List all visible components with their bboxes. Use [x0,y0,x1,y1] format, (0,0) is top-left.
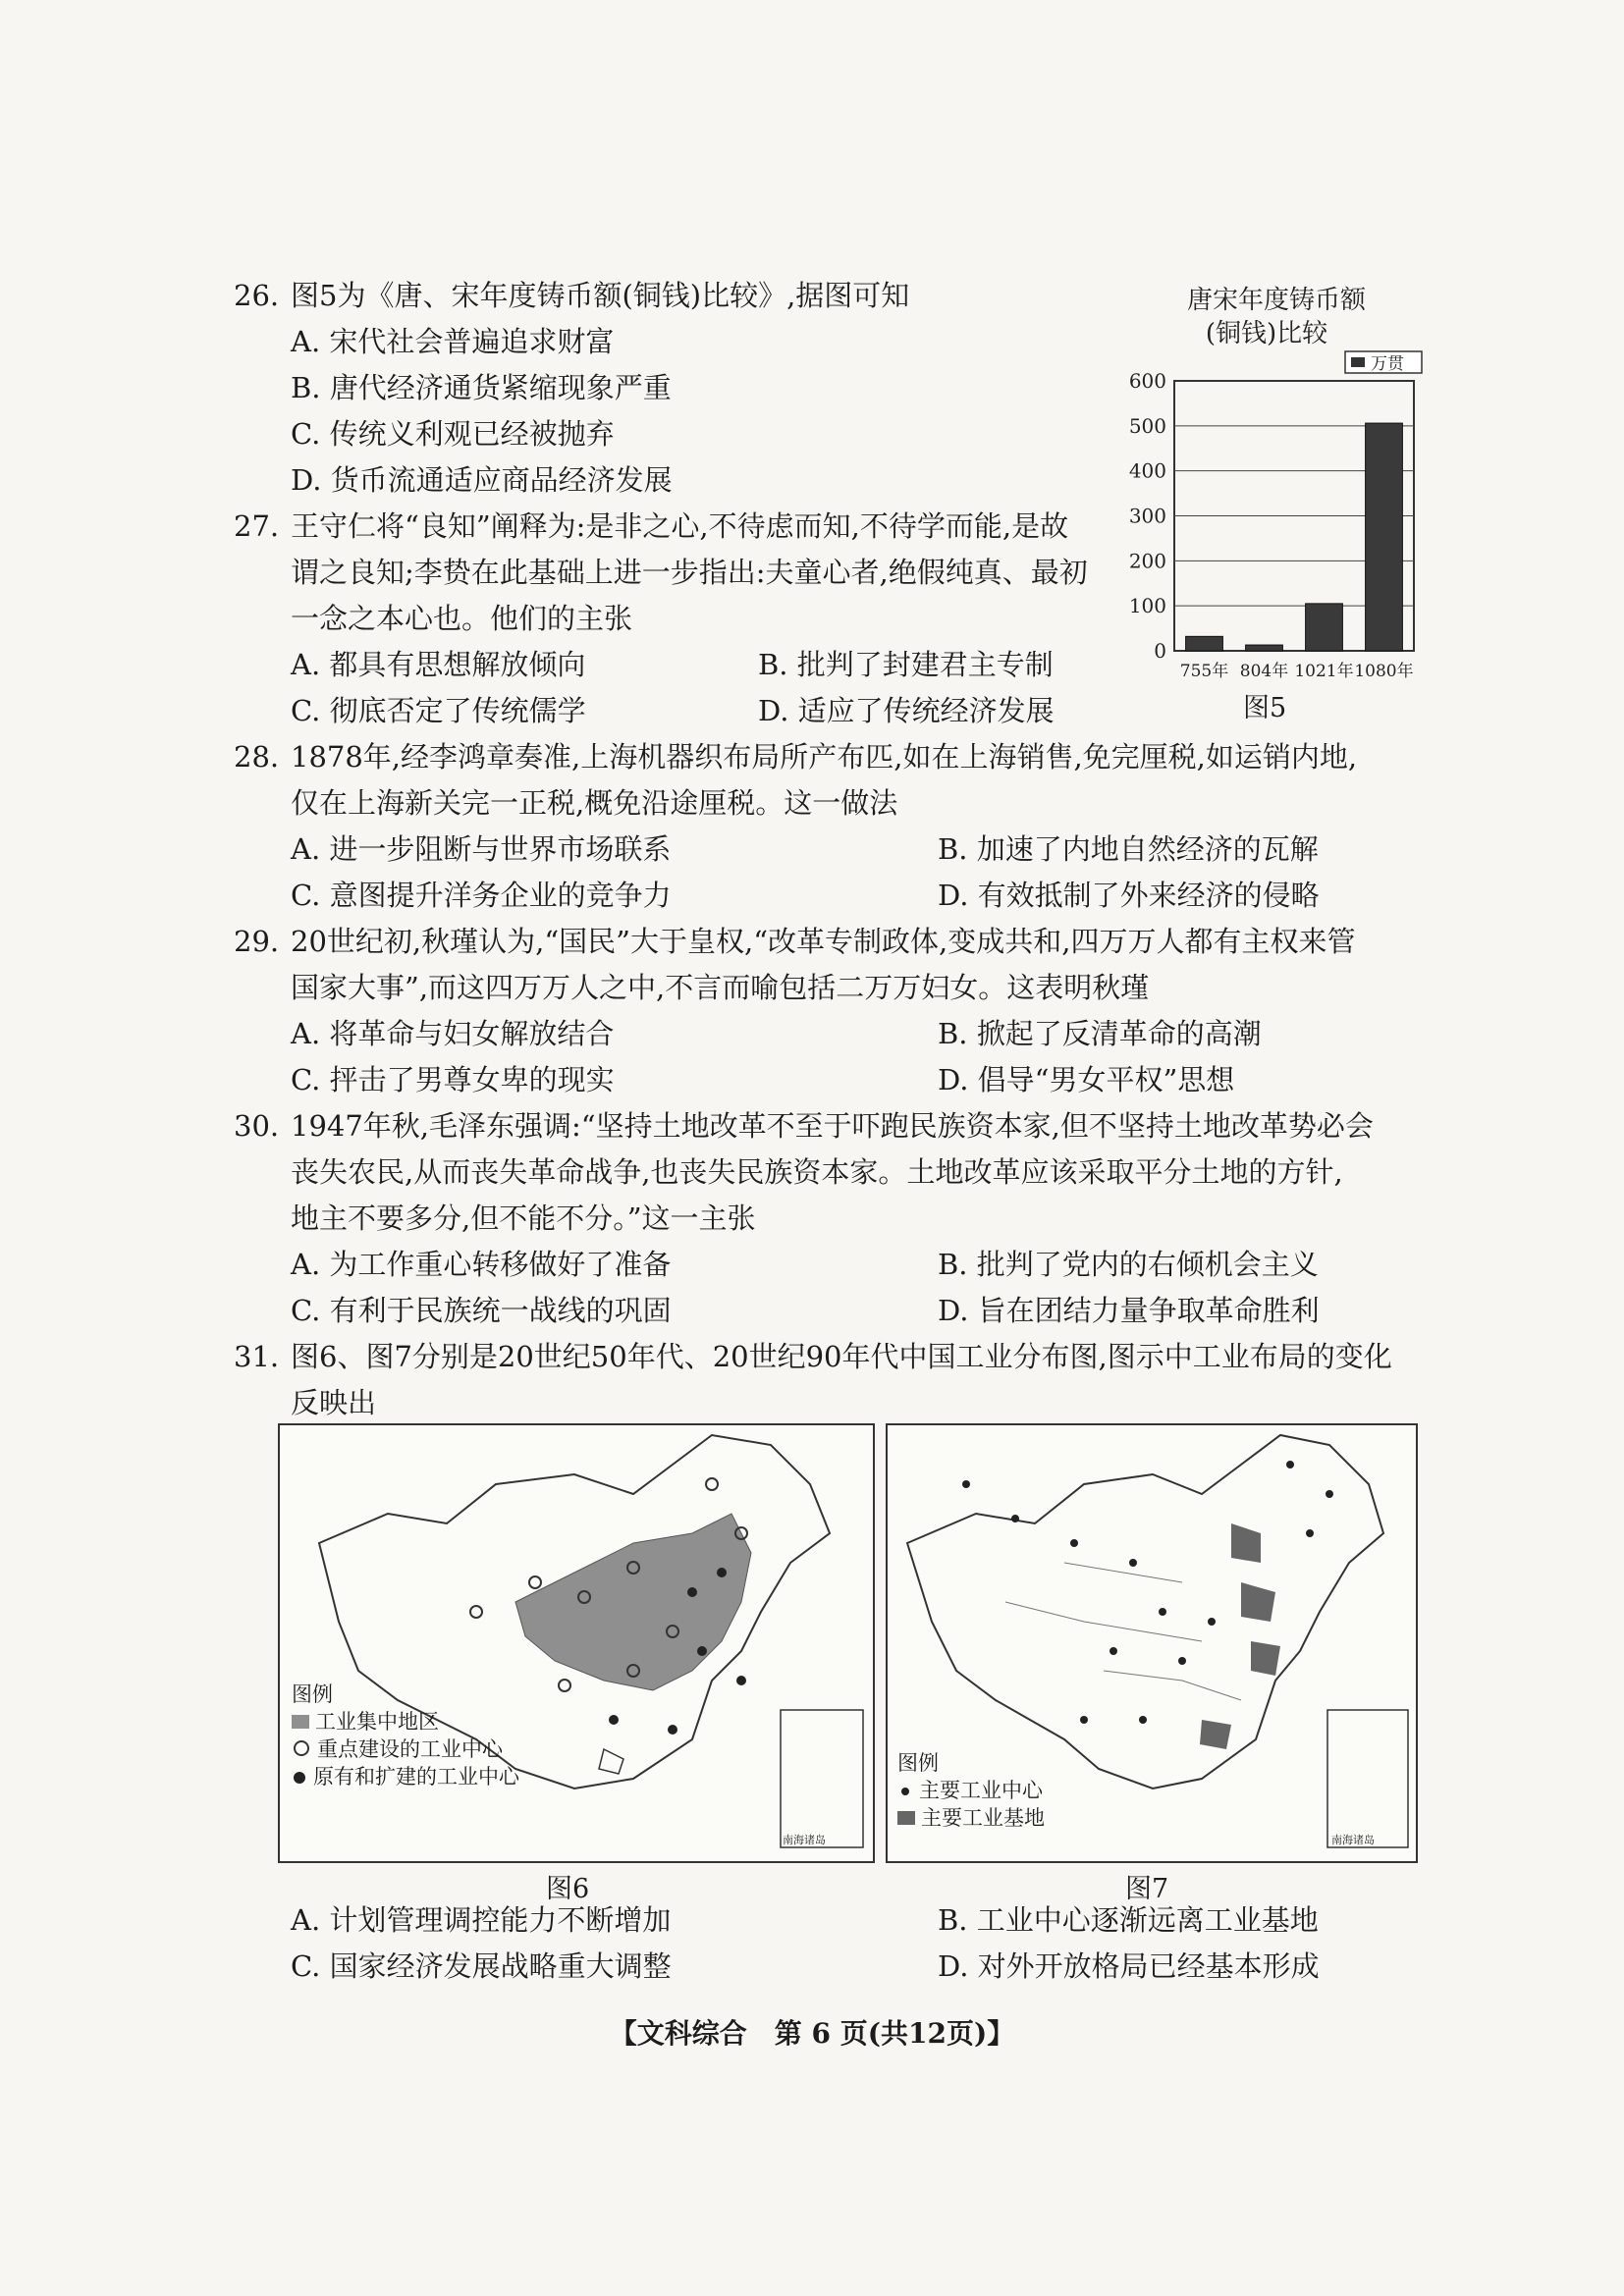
option-d: D. 货币流通适应商品经济发展 [291,463,673,497]
question-text-line: 丧失农民,从而丧失革命战争,也丧失民族资本家。土地改革应该采取平分土地的方针, [291,1155,1343,1189]
legend-title: 图例 [292,1682,333,1706]
question-text-line: 国家大事”,而这四万万人之中,不言而喻包括二万万妇女。这表明秋瑾 [291,971,1150,1004]
x-tick-label: 755年 [1179,662,1229,681]
option-a: A. 进一步阻断与世界市场联系 [291,832,672,866]
bar-1021年 [1306,604,1343,651]
map-legend [897,1749,1045,1832]
x-tick-label: 1080年 [1354,662,1414,681]
y-tick-label: 300 [1128,504,1166,528]
question-text-line: 1947年秋,毛泽东强调:“坚持土地改革不至于吓跑民族资本家,但不坚持土地改革势必会 [291,1109,1374,1143]
question-text-line: 地主不要多分,但不能不分。”这一主张 [291,1201,756,1235]
option-c: C. 有利于民族统一战线的巩固 [291,1294,672,1327]
figure-7-caption: 图7 [1125,1874,1169,1904]
figure-6-caption: 图6 [546,1874,590,1904]
y-tick-label: 200 [1128,549,1166,573]
option-c: C. 抨击了男尊女卑的现实 [291,1063,615,1096]
question-number: 26. [234,279,280,312]
chart-title-line2: (铜钱)比较 [1205,319,1328,348]
question-number: 28. [234,740,280,774]
inset-label: 南海诸岛 [1331,1834,1375,1846]
option-a: A. 计划管理调控能力不断增加 [291,1903,672,1937]
option-c: C. 意图提升洋务企业的竞争力 [291,879,672,912]
figure-5-caption: 图5 [1243,693,1287,723]
x-tick-label: 804年 [1239,662,1289,681]
figure-6-map [278,1423,875,1863]
option-d: D. 旨在团结力量争取革命胜利 [938,1294,1320,1327]
question-text-line: 一念之本心也。他们的主张 [291,602,633,635]
option-b: B. 工业中心逐渐远离工业基地 [938,1903,1319,1937]
legend-item: 原有和扩建的工业中心 [313,1765,519,1789]
legend-item: 工业集中地区 [315,1710,439,1734]
bar-755年 [1186,636,1223,651]
option-d: D. 适应了传统经济发展 [758,694,1055,727]
question-number: 27. [234,509,280,543]
y-tick-label: 0 [1154,639,1166,663]
option-a: A. 为工作重心转移做好了准备 [291,1248,672,1281]
china-map-1950s [280,1425,873,1861]
option-b: B. 掀起了反清革命的高潮 [938,1017,1262,1050]
chart-title-line1: 唐宋年度铸币额 [1186,286,1367,315]
option-c: C. 传统义利观已经被抛弃 [291,417,615,451]
option-d: D. 有效抵制了外来经济的侵略 [938,879,1320,912]
bar-804年 [1246,645,1283,651]
question-number: 29. [234,925,280,958]
option-c: C. 国家经济发展战略重大调整 [291,1949,672,1983]
question-text-line: 1878年,经李鸿章奏准,上海机器织布局所产布匹,如在上海销售,免完厘税,如运销内地, [291,740,1358,774]
legend-item: 主要工业基地 [921,1806,1045,1830]
page-footer: 【文科综合 第 6 页(共12页)】 [609,2017,1015,2050]
legend-item: 主要工业中心 [919,1779,1043,1802]
question-text-line: 图6、图7分别是20世纪50年代、20世纪90年代中国工业分布图,图示中工业布局的变化 [291,1340,1392,1373]
option-b: B. 批判了党内的右倾机会主义 [938,1248,1319,1281]
inset-label: 南海诸岛 [783,1834,826,1846]
option-d: D. 倡导“男女平权”思想 [938,1063,1235,1096]
legend-swatch-hollow-dot [294,1740,309,1756]
question-text-line: 仅在上海新关完一正税,概免沿途厘税。这一做法 [291,786,898,820]
question-text-line: 反映出 [291,1386,377,1419]
map-legend [292,1681,519,1790]
option-c: C. 彻底否定了传统儒学 [291,694,586,727]
legend-label: 万贯 [1371,354,1404,374]
legend-swatch-solid-dot [901,1788,909,1795]
legend-swatch-solid-dot [294,1772,305,1784]
y-tick-label: 500 [1128,413,1166,438]
figure-5-chart [1110,275,1434,697]
option-a: A. 都具有思想解放倾向 [291,648,586,681]
question-text-line: 谓之良知;李贽在此基础上进一步指出:夫童心者,绝假纯真、最初 [291,556,1088,589]
question-number: 31. [234,1340,280,1373]
legend-swatch-area [897,1811,915,1825]
bar-1080年 [1366,423,1403,651]
option-b: B. 唐代经济通货紧缩现象严重 [291,371,672,404]
option-d: D. 对外开放格局已经基本形成 [938,1949,1320,1983]
figure-7-map [886,1423,1418,1863]
question-text-line: 王守仁将“良知”阐释为:是非之心,不待虑而知,不待学而能,是故 [291,509,1069,543]
legend-item: 重点建设的工业中心 [317,1737,503,1761]
option-b: B. 加速了内地自然经济的瓦解 [938,832,1319,866]
option-b: B. 批判了封建君主专制 [758,648,1054,681]
question-text-line: 20世纪初,秋瑾认为,“国民”大于皇权,“改革专制政体,变成共和,四万万人都有主权来管 [291,925,1356,958]
option-a: A. 宋代社会普遍追求财富 [291,325,615,358]
y-tick-label: 100 [1128,594,1166,618]
legend-title: 图例 [897,1751,939,1775]
chart-legend [1345,351,1422,374]
y-tick-label: 600 [1128,369,1166,393]
option-a: A. 将革命与妇女解放结合 [291,1017,615,1050]
question-number: 30. [234,1109,280,1143]
x-tick-label: 1021年 [1294,662,1354,681]
y-tick-label: 400 [1128,458,1166,483]
legend-swatch-area [292,1715,309,1729]
question-stem: 图5为《唐、宋年度铸币额(铜钱)比较》,据图可知 [291,279,910,312]
